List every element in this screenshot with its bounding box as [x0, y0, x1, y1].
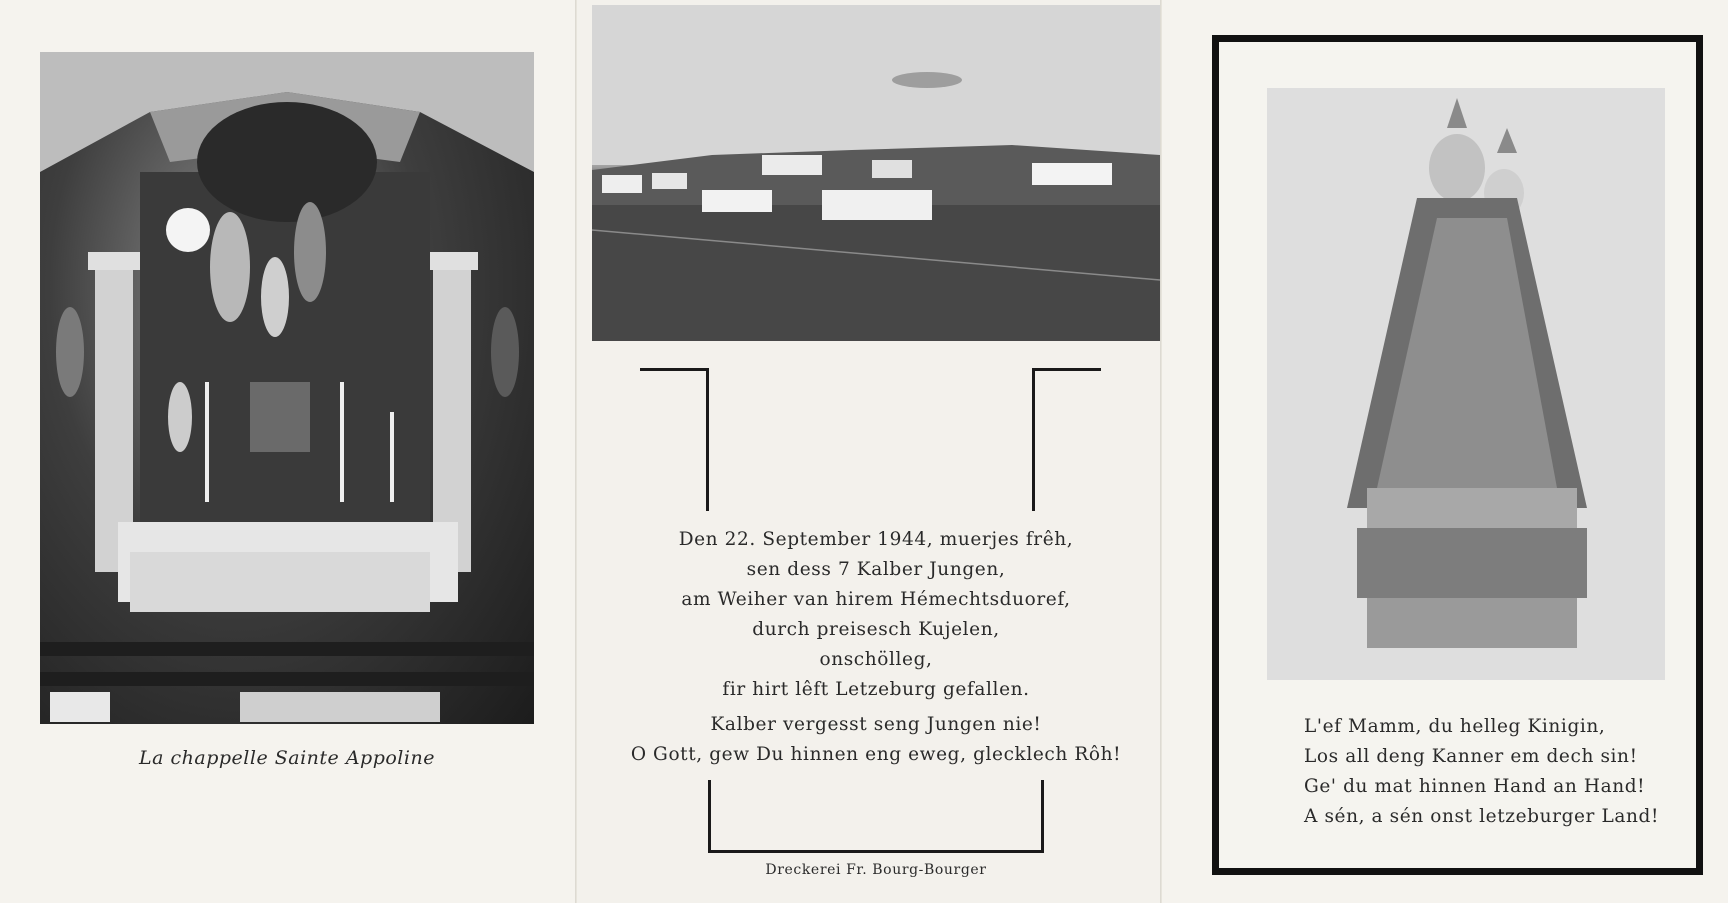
memorial-line: durch preisesch Kujelen, — [752, 619, 1000, 640]
poem-line: A sén, a sén onst letzeburger Land! — [1304, 806, 1659, 827]
memorial-line: sen dess 7 Kalber Jungen, — [746, 559, 1006, 580]
fold-line-right — [1160, 0, 1162, 903]
bracket-bottom — [708, 780, 1044, 853]
memorial-line: am Weiher van hirem Hémechtsduoref, — [681, 589, 1071, 610]
village-landscape-photo — [592, 5, 1160, 341]
printer-credit: Dreckerei Fr. Bourg-Bourger — [765, 862, 987, 878]
bracket-top-right — [1032, 368, 1101, 511]
prayer-line: O Gott, gew Du hinnen eng eweg, glecklech Rôh! — [630, 744, 1122, 765]
memorial-line: onschölleg, — [819, 649, 933, 670]
chapel-altar-drawing — [40, 52, 534, 724]
memorial-line: Den 22. September 1944, muerjes frêh, — [678, 529, 1074, 550]
poem-line: Los all deng Kanner em dech sin! — [1304, 746, 1638, 767]
poem-line: L'ef Mamm, du helleg Kinigin, — [1304, 716, 1606, 737]
madonna-statue-drawing — [1267, 88, 1665, 680]
madonna-statue-photo — [1267, 88, 1665, 680]
prayer-line: Kalber vergesst seng Jungen nie! — [710, 714, 1042, 735]
madonna-prayer-poem — [1212, 712, 1703, 832]
poem-line: Ge' du mat hinnen Hand an Hand! — [1304, 776, 1646, 797]
fold-line-left — [575, 0, 577, 903]
chapel-caption: La chappelle Sainte Appoline — [139, 747, 435, 769]
memorial-prayer — [592, 710, 1160, 770]
memorial-inscription — [592, 525, 1160, 705]
village-landscape-drawing — [592, 5, 1160, 341]
chapel-altar-photo — [40, 52, 534, 724]
memorial-line: fir hirt lêft Letzeburg gefallen. — [722, 679, 1030, 700]
bracket-top-left — [640, 368, 709, 511]
